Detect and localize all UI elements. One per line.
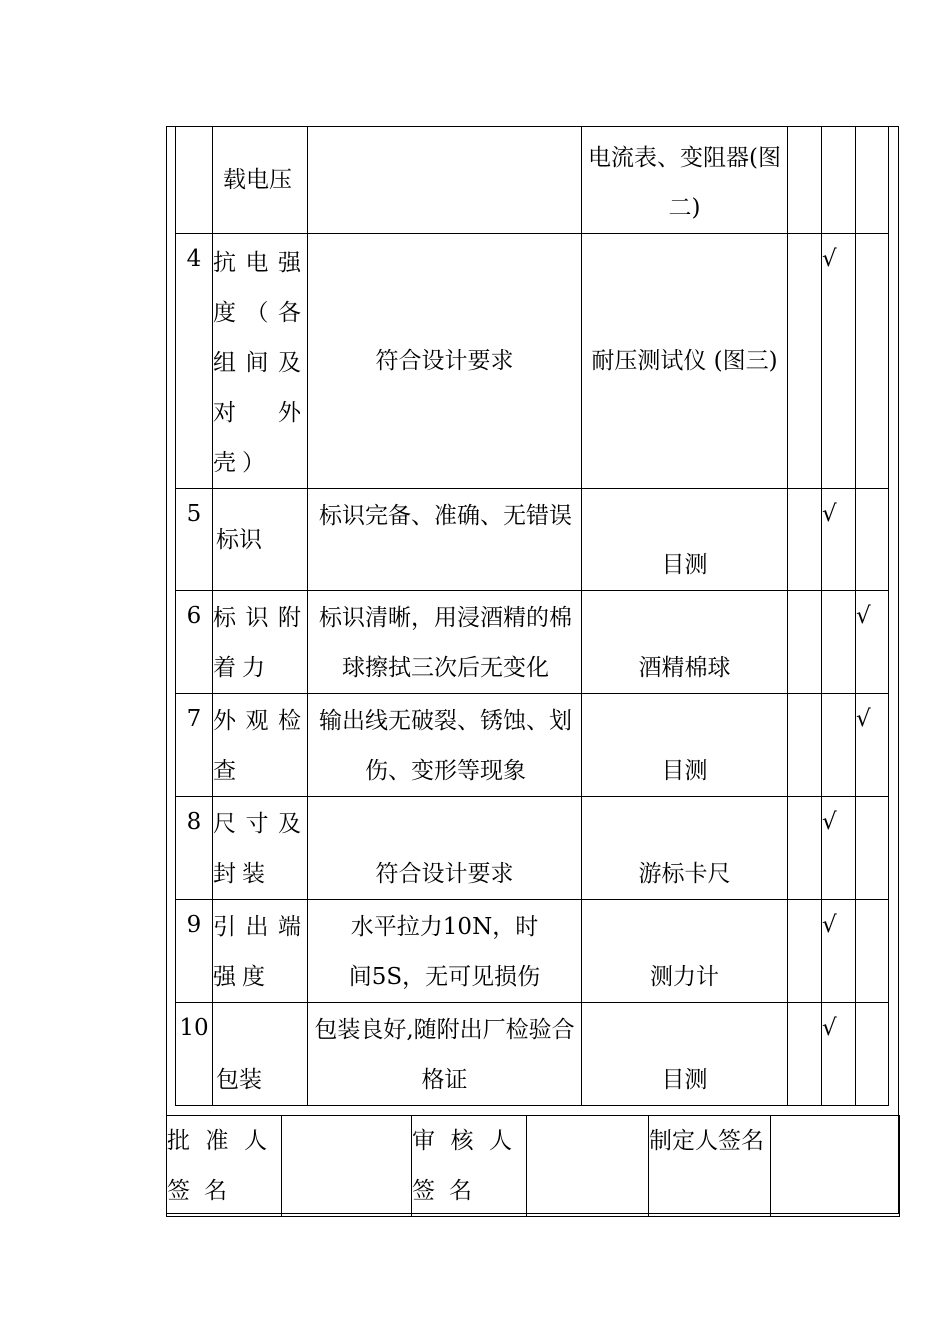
row-number: 8 <box>176 797 213 900</box>
row-number: 5 <box>176 489 213 591</box>
item-name: 标识附着力 <box>213 591 308 694</box>
table-row <box>176 900 889 1003</box>
check-cell <box>788 797 822 900</box>
check-cell <box>856 1003 889 1106</box>
table-row <box>176 1003 889 1106</box>
check-cell <box>788 694 822 797</box>
check-cell: √ <box>856 591 889 694</box>
row-number: 7 <box>176 694 213 797</box>
test-tool: 测力计 <box>582 900 788 1003</box>
signature-table <box>166 1115 900 1217</box>
check-cell <box>856 797 889 900</box>
check-cell <box>788 1003 822 1106</box>
check-cell: √ <box>822 900 856 1003</box>
author-signature-field[interactable] <box>771 1116 900 1217</box>
inspection-table <box>175 126 889 1106</box>
check-cell: √ <box>856 694 889 797</box>
item-name: 标识 <box>213 489 308 591</box>
item-name: 外观检查 <box>213 694 308 797</box>
test-tool: 电流表、变阻器(图二) <box>582 127 788 234</box>
check-cell: √ <box>822 797 856 900</box>
reviewer-signature-field[interactable] <box>527 1116 649 1217</box>
table-row <box>176 234 889 489</box>
author-label: 制定人签名 <box>649 1116 771 1217</box>
test-tool: 酒精棉球 <box>582 591 788 694</box>
row-number: 6 <box>176 591 213 694</box>
check-cell <box>856 900 889 1003</box>
check-cell <box>788 900 822 1003</box>
requirement: 标识完备、准确、无错误 <box>308 489 582 591</box>
check-cell <box>822 694 856 797</box>
requirement: 水平拉力10N，时间5S，无可见损伤 <box>308 900 582 1003</box>
check-cell <box>856 234 889 489</box>
test-tool: 游标卡尺 <box>582 797 788 900</box>
item-name: 尺寸及封装 <box>213 797 308 900</box>
table-row <box>176 797 889 900</box>
approver-label: 批准人签名 <box>167 1116 282 1217</box>
check-cell <box>788 234 822 489</box>
check-cell <box>822 591 856 694</box>
item-name: 载电压 <box>213 127 308 234</box>
requirement: 符合设计要求 <box>308 234 582 489</box>
table-row <box>176 489 889 591</box>
check-cell <box>856 127 889 234</box>
reviewer-label: 审核人签名 <box>412 1116 527 1217</box>
check-cell <box>788 591 822 694</box>
item-name: 引出端强度 <box>213 900 308 1003</box>
check-cell <box>788 127 822 234</box>
item-name: 抗电强度（各组间及对外壳） <box>213 234 308 489</box>
frame-left-line <box>166 126 167 1116</box>
table-row <box>176 591 889 694</box>
row-number: 9 <box>176 900 213 1003</box>
test-tool: 目测 <box>582 489 788 591</box>
table-row <box>176 127 889 234</box>
check-cell <box>856 489 889 591</box>
check-cell: √ <box>822 234 856 489</box>
check-cell <box>822 127 856 234</box>
requirement <box>308 127 582 234</box>
row-number <box>176 127 213 234</box>
row-number: 4 <box>176 234 213 489</box>
test-tool: 耐压测试仪 (图三) <box>582 234 788 489</box>
check-cell: √ <box>822 489 856 591</box>
test-tool: 目测 <box>582 1003 788 1106</box>
check-cell: √ <box>822 1003 856 1106</box>
row-number: 10 <box>176 1003 213 1106</box>
item-name: 包装 <box>213 1003 308 1106</box>
requirement: 输出线无破裂、锈蚀、划伤、变形等现象 <box>308 694 582 797</box>
check-cell <box>788 489 822 591</box>
requirement: 标识清晰，用浸酒精的棉球擦拭三次后无变化 <box>308 591 582 694</box>
test-tool: 目测 <box>582 694 788 797</box>
table-row <box>176 694 889 797</box>
approver-signature-field[interactable] <box>282 1116 412 1217</box>
requirement: 符合设计要求 <box>308 797 582 900</box>
requirement: 包装良好,随附出厂检验合格证 <box>308 1003 582 1106</box>
